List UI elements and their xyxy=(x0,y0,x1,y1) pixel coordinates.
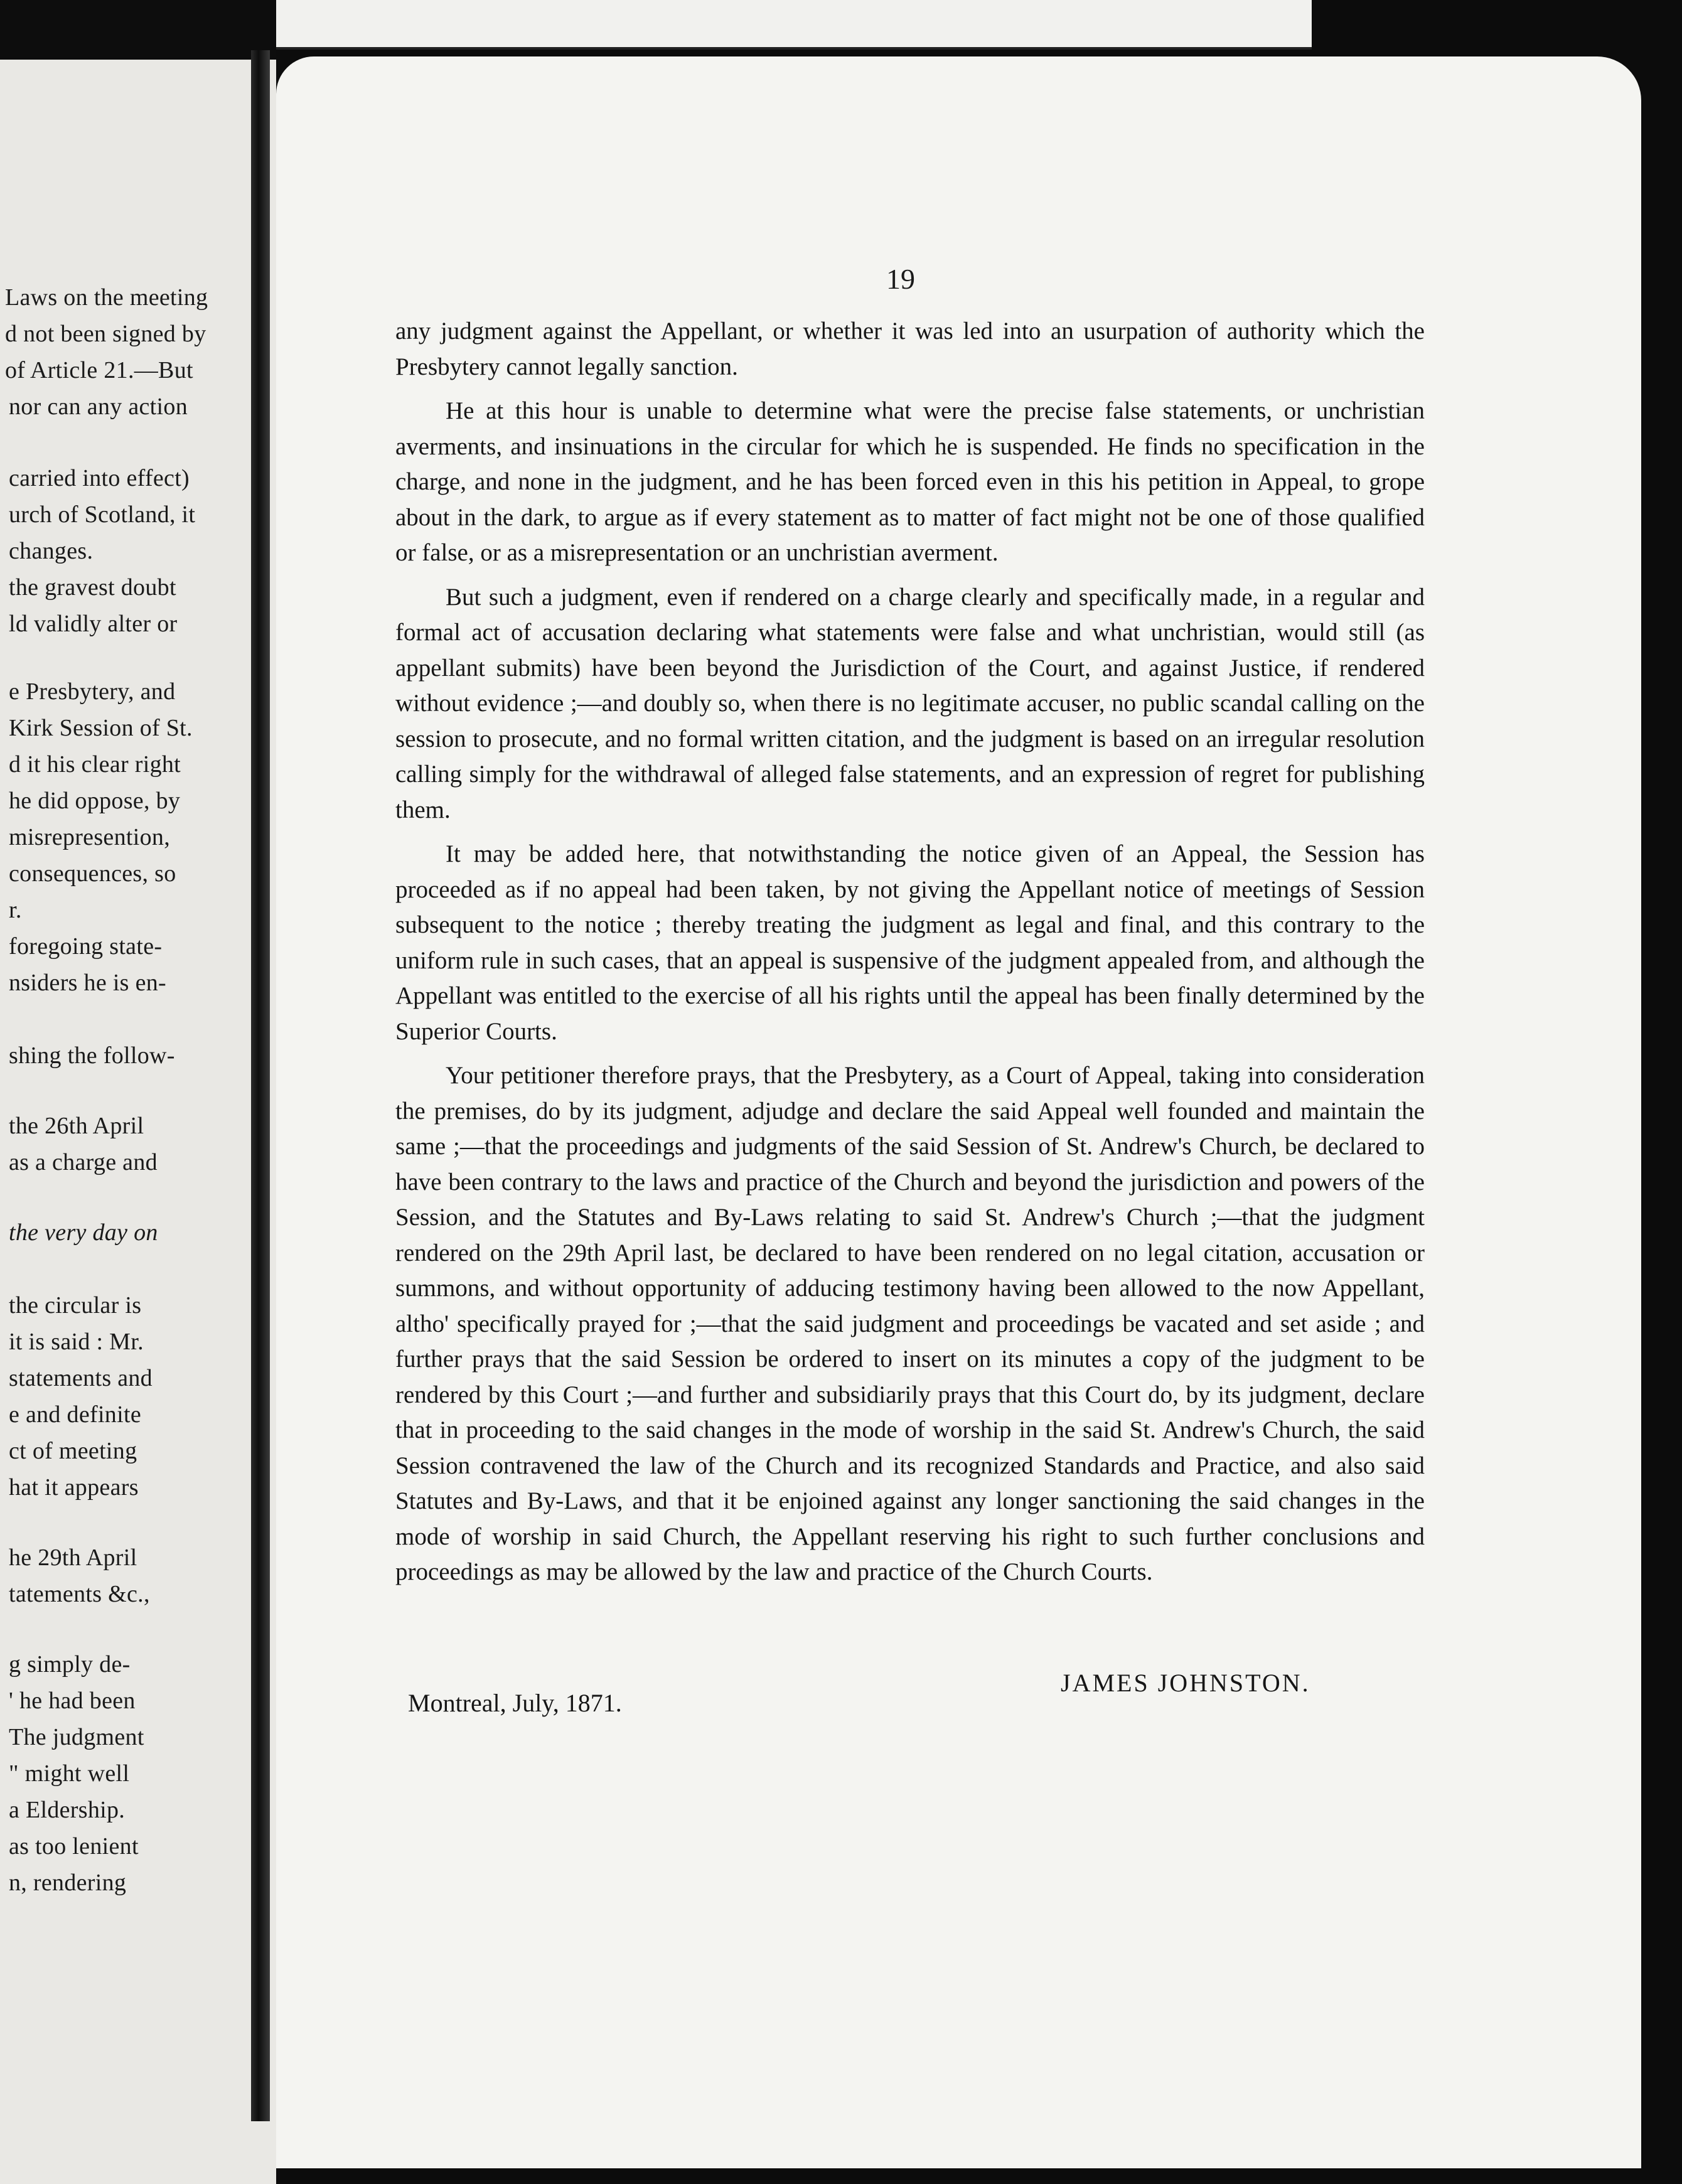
left-page-line: statements and xyxy=(9,1365,153,1391)
left-page-line: " might well xyxy=(9,1760,130,1787)
right-dark-edge xyxy=(1641,63,1682,2184)
left-page-line: shing the follow- xyxy=(9,1042,175,1069)
book-gutter xyxy=(251,50,270,2121)
left-page-line: The judgment xyxy=(9,1724,144,1750)
paragraph-5: Your petitioner therefore prays, that the Presbytery, as a Court of Appeal, taking into consideration the premises, do by its judgment, adjudge and declare the said Appeal well founded and maintain the same ;—that the proceedings and judgments of the said Session of St. Andrew's Church, be declared to have been contrary to the laws and practice of the Church and beyond the jurisdiction and powers of the Session, and the Statutes and By-Laws relating to said St. Andrew's Church ;—that the judgment rendered on the 29th April last, be declared to have been rendered on no legal citation, accusation or summons, and without opportunity of adducing testimony having been allowed to the now Appellant, altho' specifically prayed for ;—that the said judgment and proceedings be vacated and set aside ; and further prays that the said Session be ordered to insert on its minutes a copy of the judgment to be rendered by this Court ;—and further and subsidiarily prays that this Court do, by its judgment, declare that in proceeding to the said changes in the mode of worship in the said St. Andrew's Church, the said Session contravened the law of the Church and its recognized Standards and Practice, and also said Statutes and By-Laws, and that it be enjoined against any longer sanctioning the said changes in the mode of worship in said Church, the Appellant reserving his right to such further conclusions and proceedings as may be allowed by the law and practice of the Church Courts. xyxy=(395,1062,1425,1585)
left-page-line: it is said : Mr. xyxy=(9,1329,144,1355)
left-page-line: e and definite xyxy=(9,1401,141,1428)
left-page-line: g simply de- xyxy=(9,1651,131,1678)
left-page-line: tatements &c., xyxy=(9,1581,150,1607)
left-facing-page xyxy=(0,0,276,2184)
left-page-line: the gravest doubt xyxy=(9,574,176,601)
left-page-line: he 29th April xyxy=(9,1544,137,1571)
paragraph-4: It may be added here, that notwithstanding the notice given of an Appeal, the Session has proceeded as if no appeal had been taken, by not giving the Appellant notice of meetings of Session subsequent to the notice ; thereby treating the judgment as legal and final, and this contrary to the uniform rule in such cases, that an appeal is suspensive of the judgment appealed from, and although the Appellant was entitled to the exercise of all his rights until the appeal has been finally determined by the Superior Courts. xyxy=(395,840,1425,1045)
page-number: 19 xyxy=(886,263,915,295)
left-page-line: nsiders he is en- xyxy=(9,970,166,996)
left-page-line: r. xyxy=(9,897,22,923)
left-page-line: e Presbytery, and xyxy=(9,678,176,705)
left-page-line: d not been signed by xyxy=(5,321,206,347)
left-page-line: urch of Scotland, it xyxy=(9,501,196,528)
left-page-line: ct of meeting xyxy=(9,1438,137,1464)
petition-body xyxy=(395,314,1425,1590)
left-page-line: he did oppose, by xyxy=(9,788,181,814)
place-date: Montreal, July, 1871. xyxy=(408,1689,622,1717)
left-page-line: hat it appears xyxy=(9,1474,139,1501)
left-page-line: as too lenient xyxy=(9,1833,139,1860)
left-page-line: the very day on xyxy=(9,1219,158,1246)
left-page-line: foregoing state- xyxy=(9,933,163,960)
left-page-line: changes. xyxy=(9,538,94,564)
left-page-line: a Eldership. xyxy=(9,1797,126,1823)
paragraph-continued: any judgment against the Appellant, or whether it was led into an usurpation of authority which the Presbytery cannot legally sanction. xyxy=(395,318,1425,380)
signature: JAMES JOHNSTON. xyxy=(1061,1669,1310,1697)
left-page-line: ' he had been xyxy=(9,1688,136,1714)
left-page-top-shadow xyxy=(0,0,276,60)
underlying-page-edge xyxy=(276,0,1312,50)
left-page-line: Kirk Session of St. xyxy=(9,715,193,741)
left-page-line: d it his clear right xyxy=(9,751,181,778)
left-page-line: consequences, so xyxy=(9,860,176,887)
left-page-line: nor can any action xyxy=(9,393,188,420)
left-page-line: n, rendering xyxy=(9,1870,127,1896)
left-page-line: the 26th April xyxy=(9,1113,144,1139)
left-page-line: as a charge and xyxy=(9,1149,158,1175)
left-page-line: the circular is xyxy=(9,1292,142,1319)
paragraph-2: He at this hour is unable to determine what were the precise false statements, or unchristian averments, and insinuations in the circular for which he is suspended. He finds no specification in the charge, and none in the judgment, and he has been forced even in this his petition in Appeal, to grope about in the dark, to argue as if every statement as to matter of fact might not be one of those qualified or false, or as a misrepresentation or an unchristian averment. xyxy=(395,397,1425,566)
left-page-line: carried into effect) xyxy=(9,465,190,491)
left-page-line: of Article 21.—But xyxy=(5,357,193,383)
left-page-line: ld validly alter or xyxy=(9,611,178,637)
left-page-line: Laws on the meeting xyxy=(5,284,208,311)
paragraph-3: But such a judgment, even if rendered on a charge clearly and specifically made, in a regular and formal act of accusation declaring what statements were false and what unchristian, would still (as appellant submits) have been beyond the Jurisdiction of the Court, and against Justice, if rendered without evidence ;—and doubly so, when there is no legitimate accuser, no public scandal calling on the session to prosecute, and no formal written citation, and the judgment is based on an irregular resolution calling simply for the withdrawal of alleged false statements, and an expression of regret for publishing them. xyxy=(395,583,1425,823)
left-page-line: misrepresention, xyxy=(9,824,171,850)
